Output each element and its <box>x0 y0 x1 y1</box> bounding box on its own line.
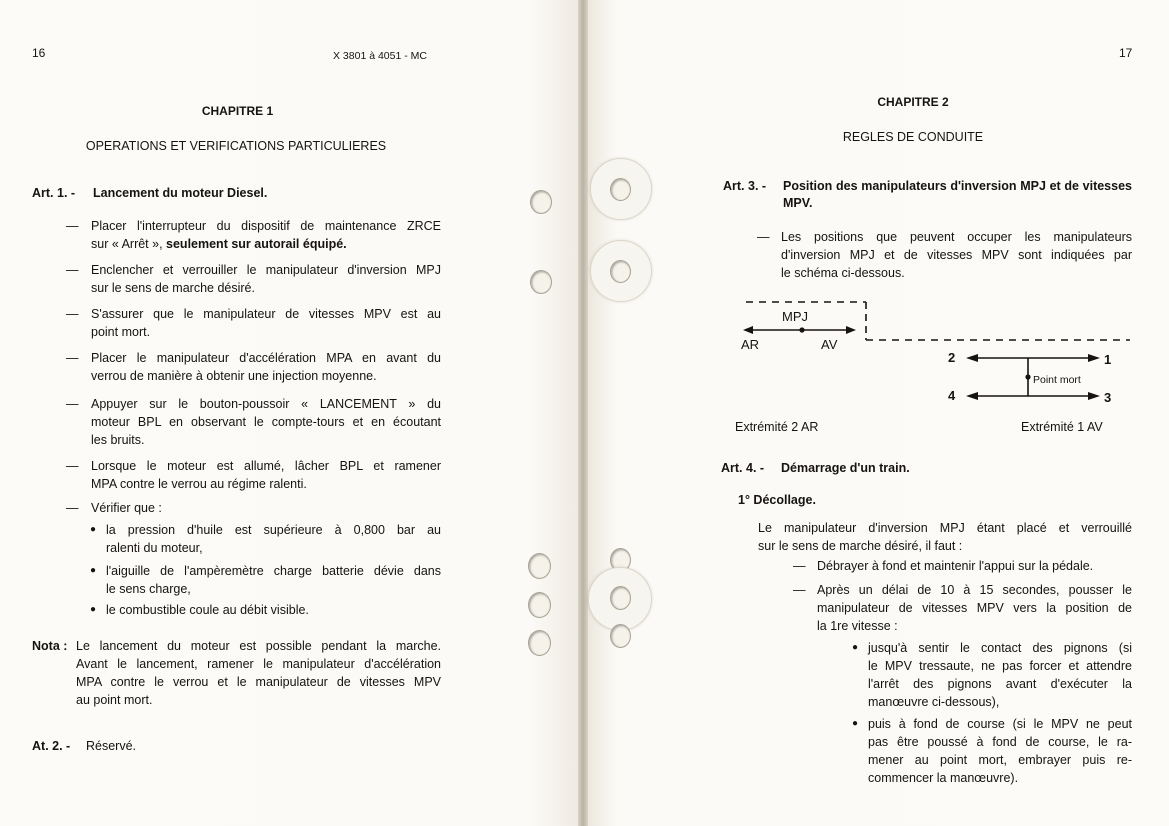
bullet-icon: ● <box>90 604 97 615</box>
article-title: Démarrage d'un train. <box>781 461 910 475</box>
binder-hole <box>610 624 631 648</box>
paragraph-line <box>91 235 347 253</box>
article-title: Réservé. <box>86 739 137 753</box>
av-label: AV <box>821 337 838 352</box>
paragraph-line: ralenti du moteur, <box>106 541 203 555</box>
section-title: 1° Décollage. <box>738 493 816 507</box>
article-title: MPV. <box>783 196 813 210</box>
paragraph-line: commencer la manœuvre). <box>868 771 1019 785</box>
paragraph-line: pas être poussé à fond de course, le ra- <box>868 735 1132 749</box>
dash: — <box>66 263 79 277</box>
paragraph-line: Appuyer sur le bouton-poussoir « LANCEMENT » du <box>91 397 441 411</box>
binder-hole <box>610 178 631 201</box>
dash: — <box>793 583 806 597</box>
bullet-icon: ● <box>852 642 859 653</box>
paragraph-line: moteur BPL en observant le compte-tours et en écoutant <box>91 415 441 429</box>
page-number: 16 <box>32 46 46 60</box>
dash: — <box>66 219 79 233</box>
arrow-right-icon <box>1088 392 1100 400</box>
binder-hole <box>530 270 552 294</box>
paragraph-line: Les positions que peuvent occuper les manipulateurs <box>781 230 1132 244</box>
paragraph-line: l'arrêt des pignons avant d'exécuter la <box>868 677 1132 691</box>
dash: — <box>793 559 806 573</box>
position-2-label: 2 <box>948 350 956 365</box>
chapter-subtitle: REGLES DE CONDUITE <box>842 130 984 144</box>
paragraph-line: manipulateur de vitesses MPV vers la position de <box>817 601 1132 615</box>
paragraph-line: Placer le manipulateur d'accélération MPA en avant du <box>91 351 441 365</box>
lever-position-diagram <box>738 292 1138 407</box>
binder-hole <box>528 630 551 656</box>
binder-hole <box>610 260 631 283</box>
bullet-icon: ● <box>852 718 859 729</box>
dash: — <box>66 459 79 473</box>
extremite-right: Extrémité 1 AV <box>1021 420 1103 434</box>
dash: — <box>66 397 79 411</box>
chapter-title: CHAPITRE 1 <box>201 104 274 118</box>
position-4-label: 4 <box>948 388 956 403</box>
text-span: sur « Arrêt », <box>91 237 167 251</box>
paragraph-line: mener au point mort, embrayer puis re- <box>868 753 1132 767</box>
series-reference: X 3801 à 4051 - MC <box>333 50 427 62</box>
mpj-label: MPJ <box>782 309 808 324</box>
paragraph-line: Lorsque le moteur est allumé, lâcher BPL et ramener <box>91 459 441 473</box>
nota-line: Le lancement du moteur est possible pendant la marche. <box>76 639 441 653</box>
paragraph-line: d'inversion MPJ et de vitesses MPV sont indiquées par <box>781 248 1132 262</box>
nota-line: Avant le lancement, ramener le manipulateur d'accélération <box>76 657 441 671</box>
paragraph-line: sur le sens de marche désiré, il faut : <box>758 539 963 553</box>
arrow-left-icon <box>743 326 753 334</box>
arrow-left-icon <box>966 392 978 400</box>
right-page <box>588 0 1169 826</box>
nota-line: au point mort. <box>76 693 153 707</box>
paragraph-line: Débrayer à fond et maintenir l'appui sur la pédale. <box>817 559 1094 573</box>
article-label: Art. 4. - <box>721 461 765 475</box>
article-label: At. 2. - <box>32 739 71 753</box>
arrow-left-icon <box>966 354 978 362</box>
article-label: Art. 3. - <box>723 179 767 193</box>
paragraph-line: le combustible coule au débit visible. <box>106 603 309 617</box>
arrow-right-icon <box>1088 354 1100 362</box>
paragraph-line: le sens charge, <box>106 582 191 596</box>
mpj-neutral-dot <box>799 327 804 332</box>
nota-label: Nota : <box>32 639 68 653</box>
paragraph-line: le schéma ci-dessous. <box>781 266 905 280</box>
binder-hole <box>528 592 551 618</box>
paragraph-line: la pression d'huile est supérieure à 0,800 bar au <box>106 523 441 537</box>
dash: — <box>66 501 79 515</box>
bullet-icon: ● <box>90 565 97 576</box>
paragraph-line: Après un délai de 10 à 15 secondes, pousser le <box>817 583 1132 597</box>
dash: — <box>757 230 770 244</box>
paragraph-line: S'assurer que le manipulateur de vitesses MPV est au <box>91 307 441 321</box>
paragraph-line: le MPV tressaute, ne pas forcer et attendre <box>868 659 1132 673</box>
dash: — <box>66 351 79 365</box>
bold-span: seulement sur autorail équipé. <box>166 237 347 251</box>
chapter-title: CHAPITRE 2 <box>877 95 949 109</box>
paragraph-line: MPA contre le verrou au régime ralenti. <box>91 477 307 491</box>
paragraph-line: sur le sens de marche désiré. <box>91 281 255 295</box>
chapter-subtitle: OPERATIONS ET VERIFICATIONS PARTICULIERES <box>85 139 387 153</box>
paragraph-line: verrou de manière à obtenir une injection moyenne. <box>91 369 377 383</box>
point-mort-dot <box>1025 374 1030 379</box>
article-title: Position des manipulateurs d'inversion MPJ et de vitesses <box>783 179 1132 193</box>
ar-label: AR <box>741 337 760 352</box>
paragraph-line: Enclencher et verrouiller le manipulateur d'inversion MPJ <box>91 263 441 277</box>
nota-line: MPA contre le verrou et le manipulateur de vitesses MPV <box>76 675 441 689</box>
paragraph-line: point mort. <box>91 325 151 339</box>
binder-hole <box>610 586 631 610</box>
paragraph-line: Vérifier que : <box>91 501 162 515</box>
bullet-icon: ● <box>90 524 97 535</box>
paragraph-line: jusqu'à sentir le contact des pignons (si <box>868 641 1132 655</box>
paragraph-line: Placer l'interrupteur du dispositif de maintenance ZRCE <box>91 219 441 233</box>
book-gutter <box>578 0 588 826</box>
position-1-label: 1 <box>1104 352 1112 367</box>
binder-hole <box>528 553 551 579</box>
paragraph-line: Le manipulateur d'inversion MPJ étant placé et verrouillé <box>758 521 1132 535</box>
article-label: Art. 1. - <box>32 186 76 200</box>
extremite-left: Extrémité 2 AR <box>735 420 819 434</box>
paragraph-line: l'aiguille de l'ampèremètre charge batterie dévie dans <box>106 564 441 578</box>
page-number: 17 <box>1119 46 1133 60</box>
left-page <box>0 0 578 826</box>
paragraph-line: puis à fond de course (si le MPV ne peut <box>868 717 1132 731</box>
paragraph-line: les bruits. <box>91 433 145 447</box>
binder-hole <box>530 190 552 214</box>
article-title: Lancement du moteur Diesel. <box>93 186 268 200</box>
point-mort-label: Point mort <box>1033 374 1081 386</box>
arrow-right-icon <box>846 326 856 334</box>
paragraph-line: la 1re vitesse : <box>817 619 898 633</box>
paragraph-line: manœuvre ci-dessous), <box>868 695 1000 709</box>
position-3-label: 3 <box>1104 390 1112 405</box>
dash: — <box>66 307 79 321</box>
